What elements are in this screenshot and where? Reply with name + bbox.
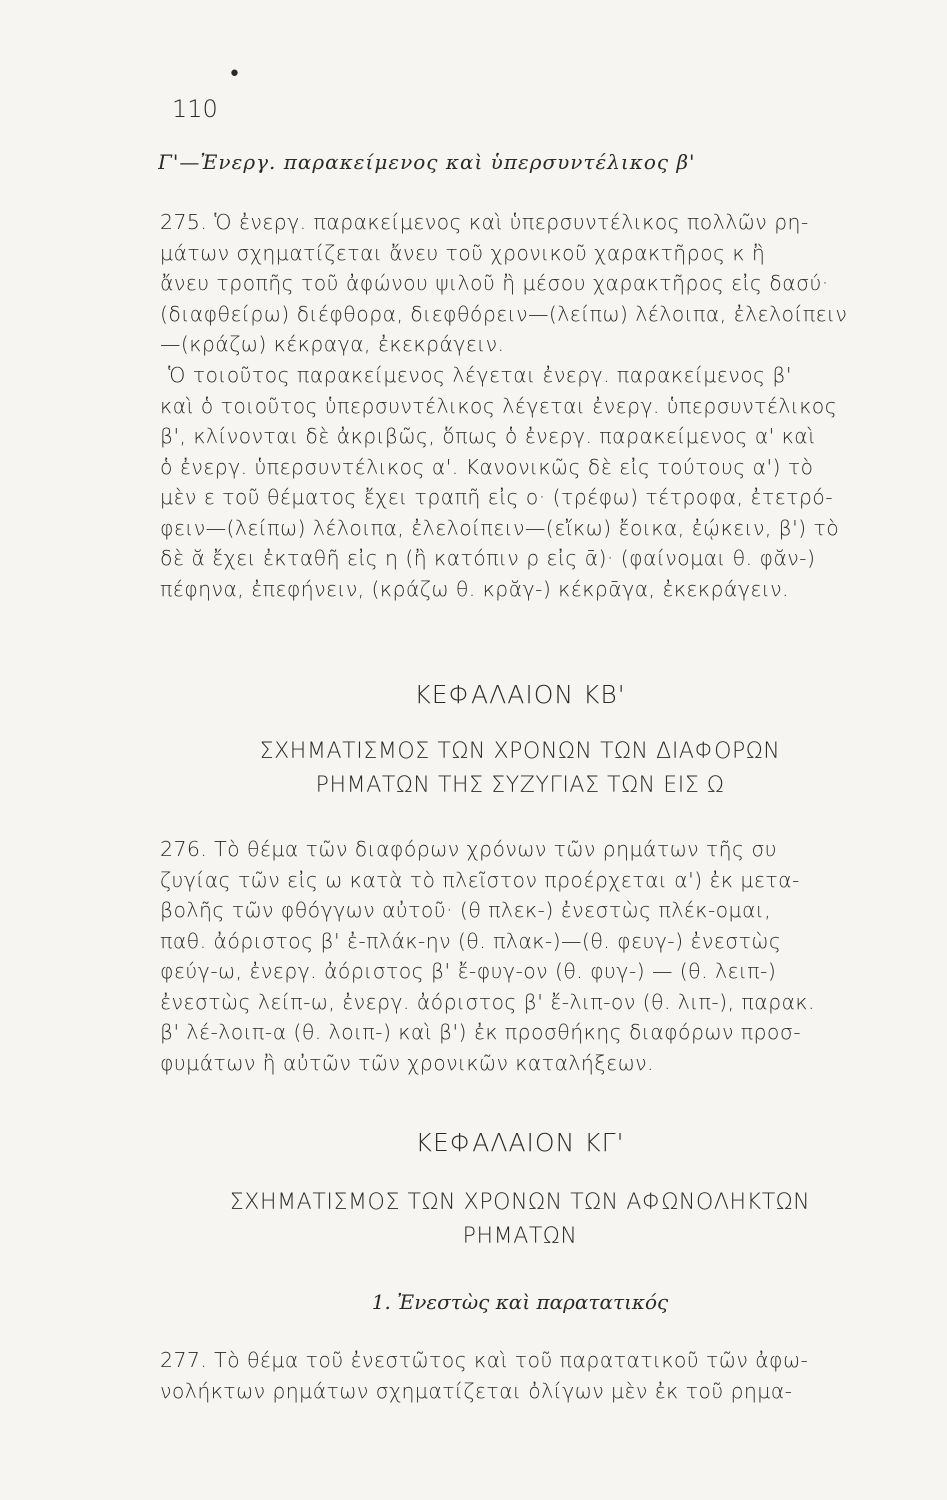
paragraph-276: [160, 834, 883, 1078]
text-line: ἐνεστὼς λείπ-ω, ἐνεργ. ἀόριστος β' ἔ-λιπ-ον (θ. λιπ-), παρακ.: [160, 989, 815, 1014]
paragraph-275: [160, 207, 883, 360]
chapter-heading-kg: ΚΕΦΑΛΑΙΟΝ ΚΓ': [415, 1128, 625, 1157]
text-line: δὲ ᾰ ἔχει ἐκταθῆ εἰς η (ἢ κατόπιν ρ εἰς ᾱ)· (φαίνομαι θ. φᾰν-): [160, 546, 816, 570]
text-line: παθ. ἀόριστος β' ἐ-πλάκ-ην (θ. πλακ-)—(θ. φευγ-) ἐνεστὼς: [160, 928, 782, 953]
text-line: β', κλίνονται δὲ ἀκριβῶς, ὅπως ὁ ἐνεργ. παρακείμενος α' καὶ: [160, 424, 816, 448]
text-line: ζυγίας τῶν εἰς ω κατὰ τὸ πλεῖστον προέρχεται α') ἐκ μετα-: [160, 867, 800, 892]
section-title-kg: [150, 1186, 890, 1254]
section-title-line: ΡΗΜΑΤΩΝ ΤΗΣ ΣΥΖΥΓΙΑΣ ΤΩΝ ΕΙΣ Ω: [315, 773, 725, 798]
text-line: φεύγ-ω, ἐνεργ. ἀόριστος β' ἔ-φυγ-ον (θ. φυγ-) — (θ. λειπ-): [160, 959, 777, 983]
subheading: 1. Ἐνεστὼς καὶ παρατατικός: [371, 1290, 669, 1314]
section-title-line: ΡΗΜΑΤΩΝ: [462, 1224, 578, 1249]
text-line: 275. Ὁ ἐνεργ. παρακείμενος καὶ ὑπερσυντέλικος πολλῶν ρη-: [160, 210, 809, 234]
section-title-line: ΣΧΗΜΑΤΙΣΜΟΣ ΤΩΝ ΧΡΟΝΩΝ ΤΩΝ ΑΦΩΝΟΛΗΚΤΩΝ: [229, 1190, 811, 1215]
text-line: (διαφθείρω) διέφθορα, διεφθόρειν—(λείπω) λέλοιπα, ἐλελοίπειν: [160, 301, 848, 326]
section-title-kb: [150, 735, 890, 803]
text-line: —(κράζω) κέκραγα, ἐκεκράγειν.: [160, 332, 505, 356]
text-line: μάτων σχηματίζεται ἄνευ τοῦ χρονικοῦ χαρακτῆρος κ ἢ: [160, 240, 766, 265]
text-line: β' λέ-λοιπ-α (θ. λοιπ-) καὶ β') ἐκ προσθήκης διαφόρων προσ-: [160, 1020, 802, 1044]
text-line: ὁ ἐνεργ. ὑπερσυντέλικος α'. Κανονικῶς δὲ εἰς τούτους α') τὸ: [160, 454, 814, 479]
text-line: ἄνευ τροπῆς τοῦ ἀφώνου ψιλοῦ ἢ μέσου χαρακτῆρος εἰς δασύ·: [160, 271, 829, 295]
paragraph-275-continued: [160, 360, 883, 604]
section-title-line: ΣΧΗΜΑΤΙΣΜΟΣ ΤΩΝ ΧΡΟΝΩΝ ΤΩΝ ΔΙΑΦΟΡΩΝ: [259, 739, 781, 764]
paragraph-277: [160, 1345, 883, 1406]
text-line: φειν—(λείπω) λέλοιπα, ἐλελοίπειν—(εἴκω) ἔοικα, ἐῴκειν, β') τὸ: [160, 515, 840, 540]
text-line: καὶ ὁ τοιοῦτος ὑπερσυντέλικος λέγεται ἐνεργ. ὑπερσυντέλικος: [160, 393, 838, 418]
ink-dot: •: [228, 62, 241, 87]
text-line: 276. Τὸ θέμα τῶν διαφόρων χρόνων τῶν ρημάτων τῆς συ: [160, 837, 778, 861]
text-line: 277. Τὸ θέμα τοῦ ἐνεστῶτος καὶ τοῦ παρατατικοῦ τῶν ἀφω-: [160, 1348, 809, 1372]
chapter-heading-kb: ΚΕΦΑΛΑΙΟΝ ΚΒ': [414, 680, 626, 709]
running-header: Γ'—Ἐνεργ. παρακείμενος καὶ ὑπερσυντέλικος β': [158, 150, 696, 174]
page-number: 110: [172, 95, 218, 123]
text-line: μὲν ε τοῦ θέματος ἔχει τραπῆ εἰς ο· (τρέφω) τέτροφα, ἐτετρό-: [160, 485, 833, 509]
text-line: πέφηνα, ἐπεφήνειν, (κράζω θ. κρᾰγ-) κέκρᾱγα, ἐκεκράγειν.: [160, 576, 789, 601]
text-line: βολῆς τῶν φθόγγων αὐτοῦ· (θ πλεκ-) ἐνεστὼς πλέκ-ομαι,: [160, 898, 772, 922]
text-line: Ὁ τοιοῦτος παρακείμενος λέγεται ἐνεργ. παρακείμενος β': [168, 363, 792, 387]
text-line: νολήκτων ρημάτων σχηματίζεται ὀλίγων μὲν ἐκ τοῦ ρημα-: [160, 1378, 793, 1403]
text-line: φυμάτων ἢ αὐτῶν τῶν χρονικῶν καταλήξεων.: [160, 1050, 654, 1075]
